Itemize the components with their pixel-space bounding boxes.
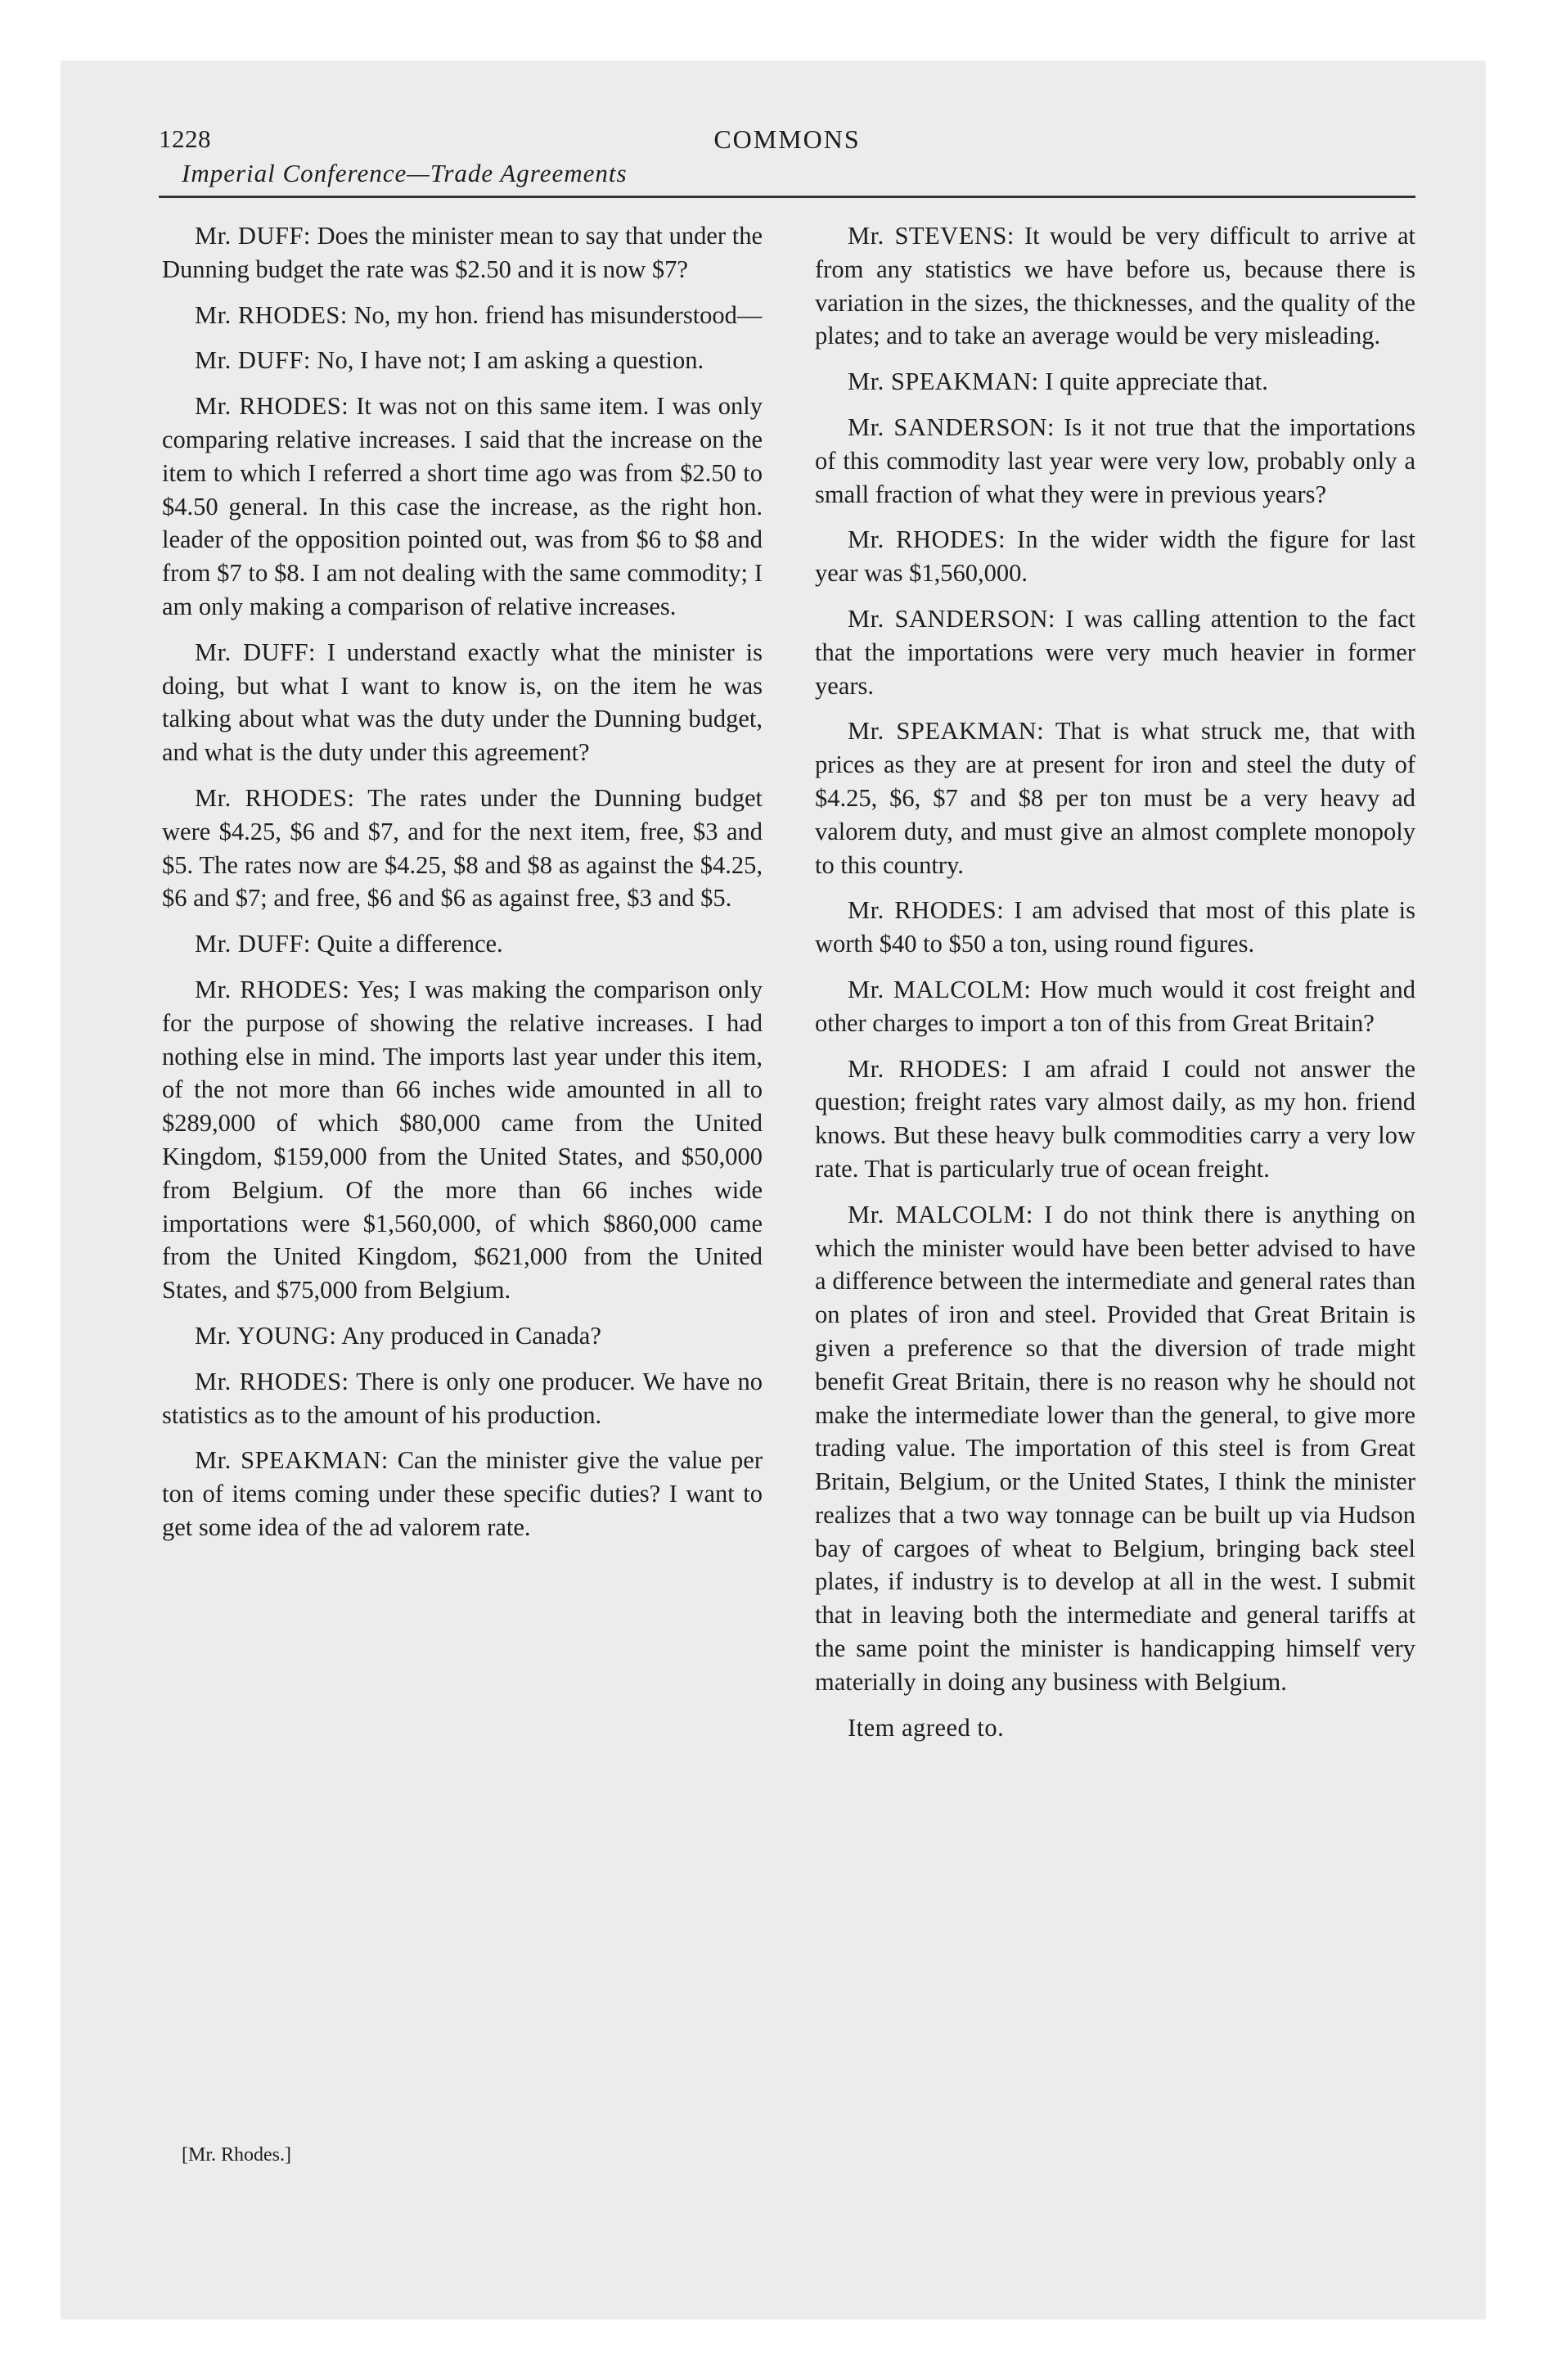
speech-paragraph [162, 1319, 763, 1353]
speech-paragraph [162, 219, 763, 286]
speech-paragraph [162, 782, 763, 915]
speech-paragraph [815, 973, 1415, 1040]
speaker-name: Mr. SANDERSON: [848, 604, 1056, 633]
speaker-name: Mr. RHODES: [195, 1367, 349, 1395]
right-column [815, 219, 1415, 1744]
speaker-name: Mr. SPEAKMAN: [848, 367, 1039, 396]
speaker-name: Mr. SANDERSON: [848, 412, 1055, 441]
speech-paragraph [162, 299, 763, 332]
speech-paragraph [162, 927, 763, 961]
speech-paragraph [162, 390, 763, 624]
speech-text: No, I have not; I am asking a question. [310, 346, 704, 375]
speaker-name: Mr. SPEAKMAN: [195, 1446, 389, 1475]
speech-text: Is it not true that the importations of this commodity last year were very low, probably only a small fraction of what they were in previous years? [815, 412, 1415, 508]
speech-paragraph [815, 411, 1415, 511]
speech-text: I understand exactly what the minister is doing, but what I want to know is, on the item he was talking about what was the duty under the Dunning budget, and what is the duty under this agreement? [162, 638, 763, 767]
speech-text: Yes; I was making the comparison only for the purpose of showing the relative increases. I had nothing else in mind. The imports last year under this item, of the not more than 66 inches wide amounted in all to $289,000 of which $80,000 came from the United Kingdom, $159,000 from the United States, and $50,000 from Belgium. Of the more than 66 inches wide importations were $1,560,000, of which $860,000 came from the United Kingdom, $621,000 from the United States, and $75,000 from Belgium. [162, 975, 763, 1305]
speech-paragraph [162, 1444, 763, 1544]
running-title: COMMONS [713, 124, 861, 154]
speech-text: How much would it cost freight and other charges to import a ton of this from Great Britain? [815, 975, 1415, 1037]
speaker-name: Mr. STEVENS: [848, 222, 1015, 250]
speaker-name: Mr. MALCOLM: [848, 1200, 1033, 1228]
page-number: 1228 [159, 124, 211, 153]
speech-text: In the wider width the figure for last year was $1,560,000. [815, 525, 1415, 588]
speech-paragraph [815, 1053, 1415, 1186]
speaker-name: Mr. DUFF: [195, 346, 311, 375]
speaker-name: Mr. RHODES: [195, 975, 350, 1003]
speaker-name: Mr. DUFF: [195, 930, 311, 958]
speech-paragraph [815, 1198, 1415, 1699]
item-agreed-line: Item agreed to. [848, 1713, 1005, 1742]
header-rule [159, 196, 1415, 198]
speaker-name: Mr. RHODES: [848, 1054, 1009, 1083]
speaker-name: Mr. RHODES: [848, 525, 1006, 554]
speech-paragraph [162, 636, 763, 769]
speech-text: Any produced in Canada? [336, 1321, 601, 1350]
speaker-name: Mr. RHODES: [195, 392, 349, 421]
speech-paragraph [815, 894, 1415, 961]
speech-text: Quite a difference. [310, 930, 503, 958]
speaker-name: Mr. RHODES: [848, 896, 1005, 925]
speech-text: It was not on this same item. I was only comparing relative increases. I said that the increase on the item to which I referred a short time ago was from $2.50 to $4.50 general. In this case the increase, as the right hon. leader of the opposition pointed out, was from $6 to $8 and from $7 to $8. I am not dealing with the same commodity; I am only making a comparison of relative increases. [162, 392, 763, 620]
speech-text: It would be very difficult to arrive at from any statistics we have before us, because there is variation in the sizes, the thicknesses, and the quality of the plates; and to take an average would be very misleading. [815, 222, 1416, 350]
speech-paragraph [815, 523, 1415, 590]
speech-text: I was calling attention to the fact that the importations were very much heavier in former years. [815, 604, 1415, 700]
speech-text: I quite appreciate that. [1038, 367, 1268, 396]
speech-paragraph [815, 714, 1415, 881]
speaker-name: Mr. RHODES: [195, 783, 355, 812]
speech-paragraph [815, 219, 1415, 353]
page-header [159, 124, 1415, 193]
speech-text: That is what struck me, that with prices as they are at present for iron and steel the duty of $4.25, $6, $7 and $8 per ton must be a very heavy ad valorem duty, and must give an almost complete monopoly to this country. [815, 717, 1415, 879]
speaker-name: Mr. YOUNG: [195, 1321, 337, 1350]
speaker-name: Mr. SPEAKMAN: [848, 717, 1045, 746]
footer-note: [Mr. Rhodes.] [182, 2144, 291, 2166]
speech-paragraph [815, 365, 1415, 399]
speech-text: I am afraid I could not answer the question; freight rates vary almost daily, as my hon. friend knows. But these heavy bulk commodities carry a very low rate. That is particularly true of ocean freight. [815, 1054, 1415, 1183]
speech-text: Does the minister mean to say that under the Dunning budget the rate was $2.50 and it is now $7? [162, 222, 763, 283]
speech-text: The rates under the Dunning budget were $4.25, $6 and $7, and for the next item, free, $3 and $5. The rates now are $4.25, $8 and $8 as against the $4.25, $6 and $7; and free, $6 and $6 as against free, $3 and $5. [162, 783, 763, 913]
speech-paragraph [815, 602, 1415, 702]
speaker-name: Mr. DUFF: [195, 222, 311, 250]
speaker-name: Mr. DUFF: [195, 638, 317, 666]
speech-paragraph [162, 344, 763, 377]
speech-text: Can the minister give the value per ton of items coming under these specific duties? I want to get some idea of the ad valorem rate. [162, 1446, 763, 1541]
speech-text: I do not think there is anything on which the minister would have been better advised to have a difference between the intermediate and general rates than on plates of iron and steel. Provided that Great Britain is given a preference so that the diversion of trade might benefit Great Britain, there is no reason why he should not make the intermediate lower than the general, to give more trading value. The importation of this steel is from Great Britain, Belgium, or the United States, I think the minister realizes that a two way tonnage can be built up via Hudson bay of cargoes of wheat to Belgium, bringing back steel plates, if industry is to develop at all in the west. I submit that in leaving both the intermediate and general tariffs at the same point the minister is handicapping himself very materially in doing any business with Belgium. [815, 1200, 1415, 1696]
speech-paragraph [162, 1365, 763, 1432]
speech-paragraph [162, 973, 763, 1307]
speech-text: There is only one producer. We have no statistics as to the amount of his production. [162, 1367, 763, 1429]
section-subtitle: Imperial Conference—Trade Agreements [182, 159, 628, 187]
speech-text: I am advised that most of this plate is worth $40 to $50 a ton, using round figures. [815, 896, 1415, 958]
left-column [162, 219, 763, 1557]
speech-text: No, my hon. friend has misunderstood— [347, 300, 763, 329]
speaker-name: Mr. RHODES: [195, 300, 348, 329]
speaker-name: Mr. MALCOLM: [848, 975, 1032, 1003]
